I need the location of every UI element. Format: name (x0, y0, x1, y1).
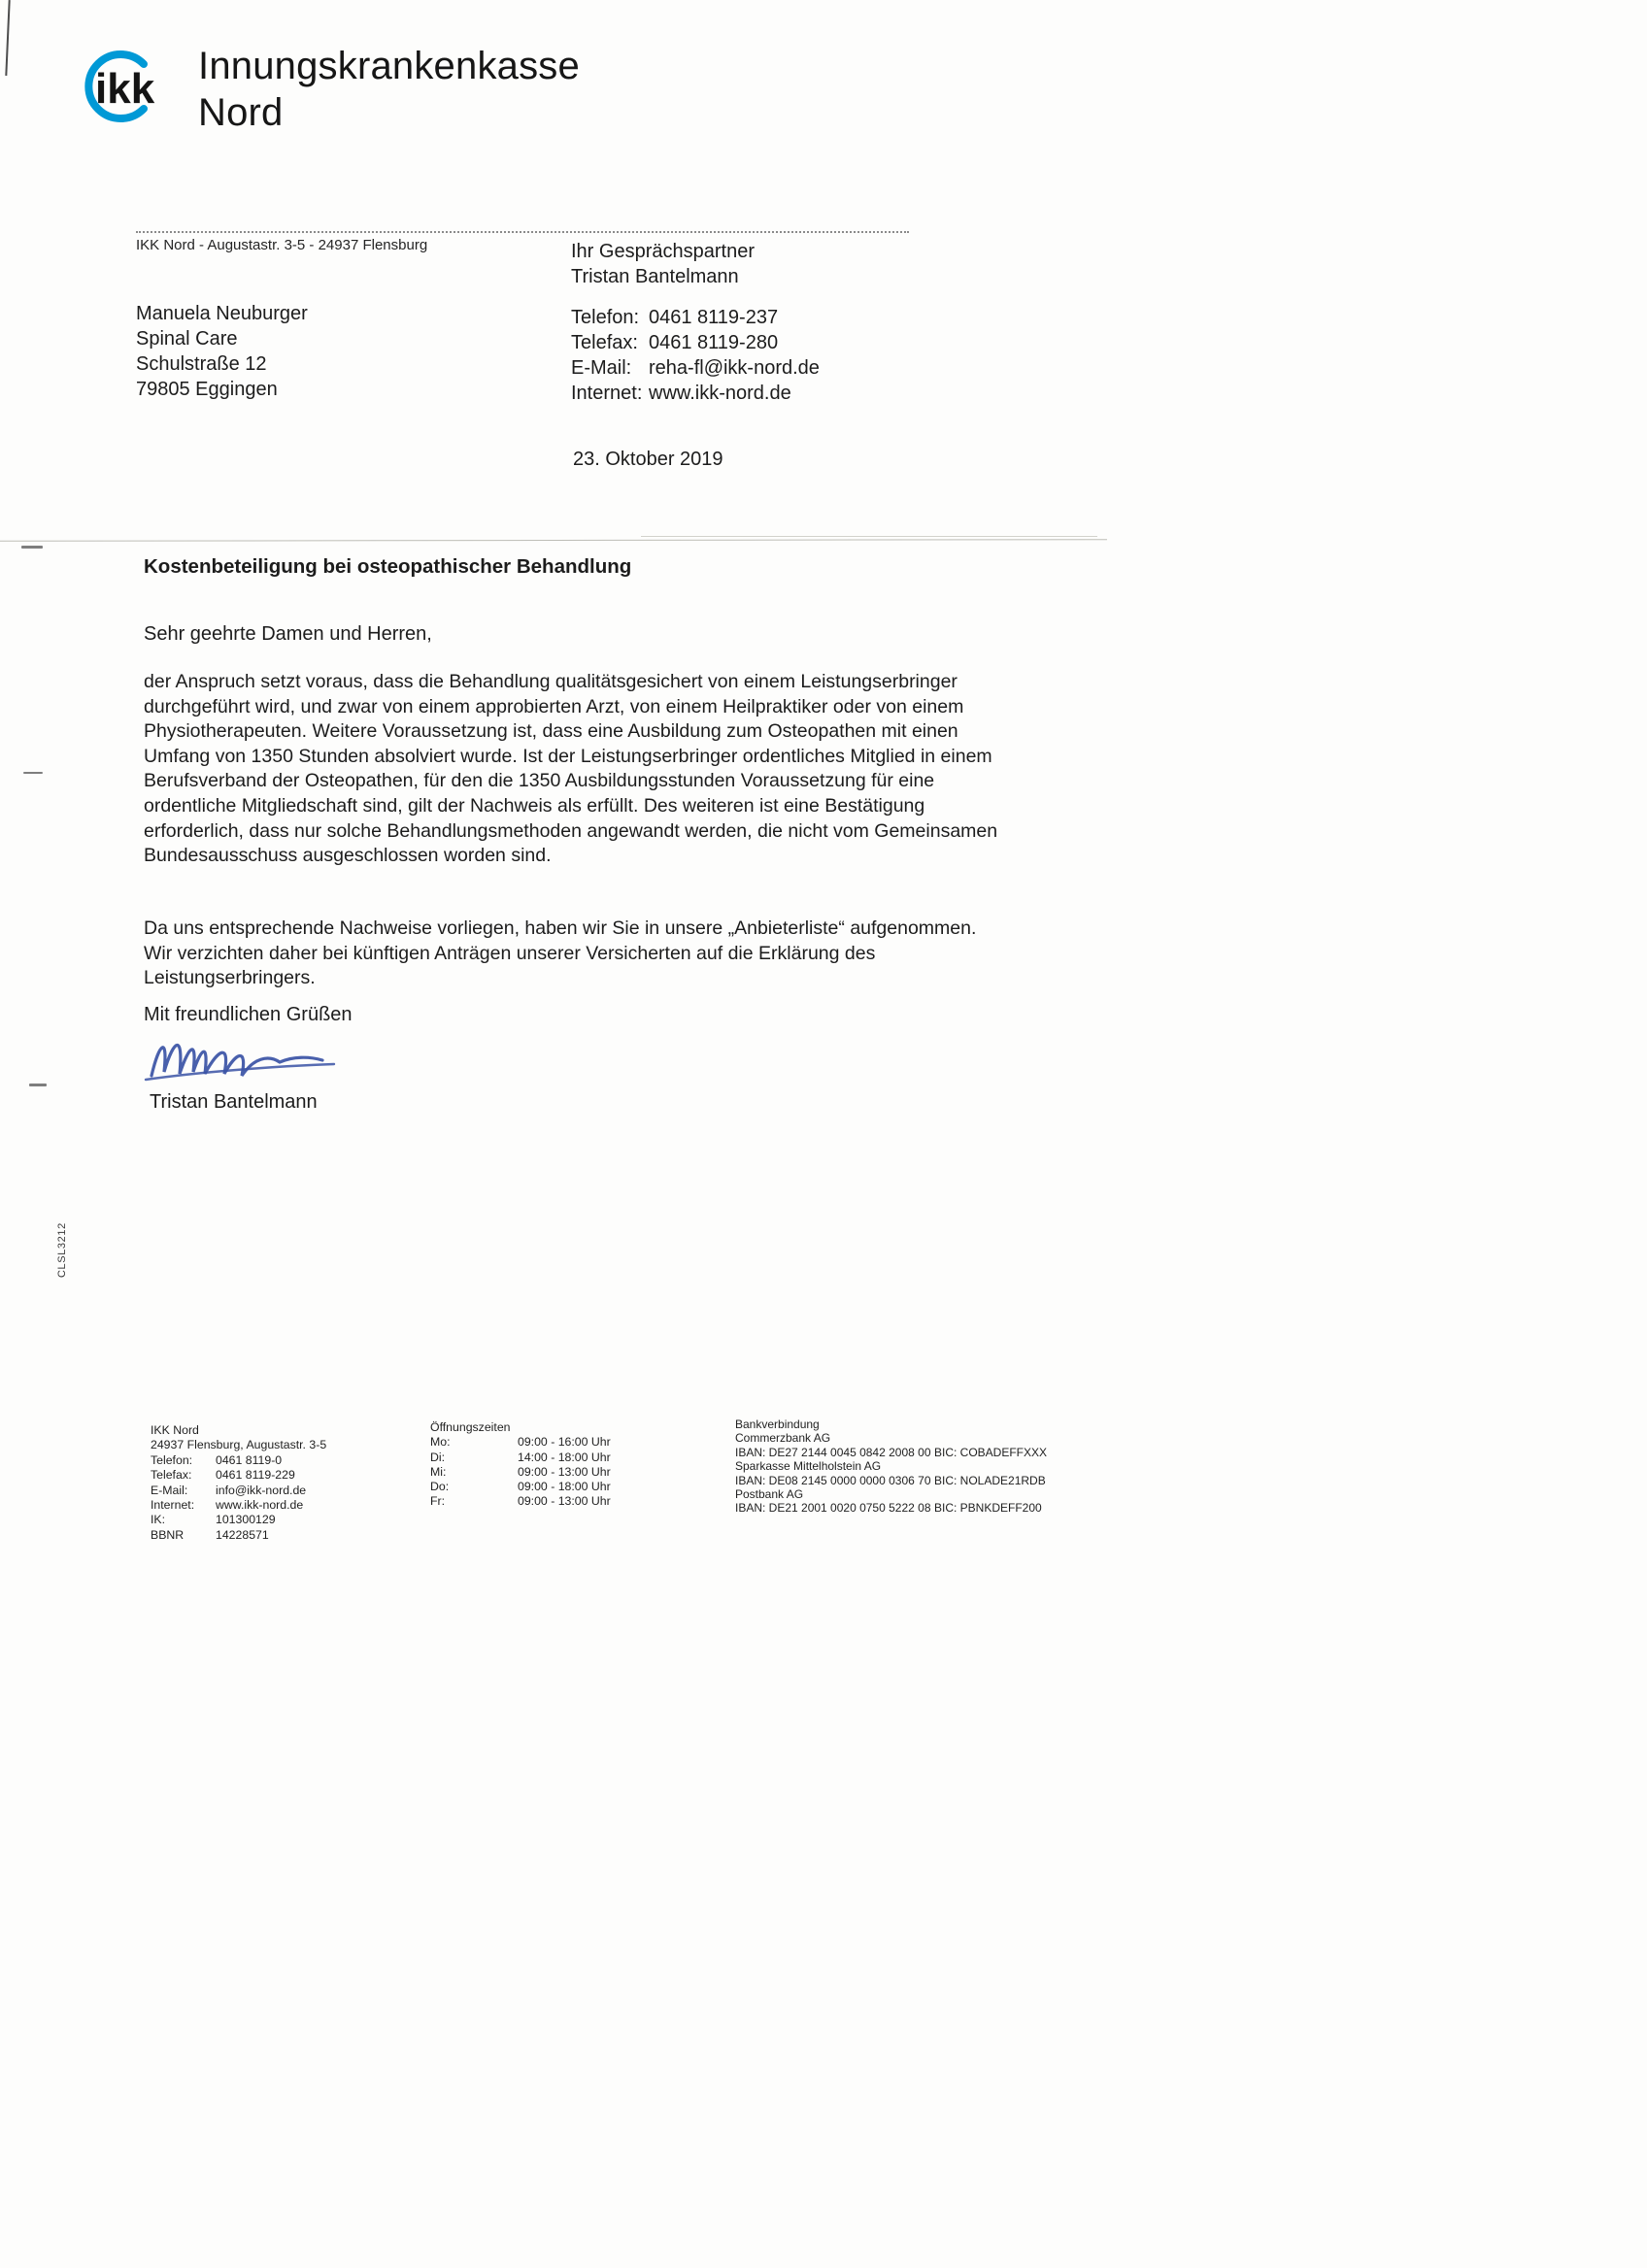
hours-row-mo (430, 1435, 611, 1450)
footer-label: IK: (151, 1513, 166, 1527)
body-paragraph-1: der Anspruch setzt voraus, dass die Behandlung qualitätsgesichert von einem Leistungserbringer durchgeführt wird, und zwar von einem approbierten Arzt, von einem Heilpraktiker oder von einem Physiotherapeuten. Weitere Voraussetzung ist, dass eine Ausbildung zum Osteopathen mit einen Umfang von 1350 Stunden absolviert wurde. Ist der Leistungserbringer ordentliches Mitglied in einem Berufsverband der Osteopathen, für den die 1350 Ausbildungsstunden Voraussetzung für eine ordentliche Mitgliedschaft sind, gilt der Nachweis als erfüllt. Des weiteren ist eine Bestätigung erforderlich, dass nur solche Behandlungsmethoden angewandt werden, die nicht vom Gemeinsamen Bundesausschuss ausgeschlossen worden sind. (144, 671, 998, 867)
bank-bic: BIC: NOLADE21RDB (934, 1473, 1046, 1487)
fold-line-artifact-2 (641, 536, 1097, 537)
footer-row-telefax (151, 1468, 326, 1483)
footer-label: E-Mail: (151, 1483, 188, 1497)
bank-name: Commerzbank AG (735, 1431, 831, 1446)
hours-time: 14:00 - 18:00 Uhr (518, 1450, 611, 1464)
letter-date: 23. Oktober 2019 (573, 449, 723, 470)
recipient-company: Spinal Care (136, 328, 238, 350)
footer-hours-block (430, 1420, 611, 1509)
org-name-line1: Innungskrankenkasse (198, 45, 580, 87)
footer-label: Telefax: (151, 1468, 192, 1483)
bank-iban: IBAN: DE27 2144 0045 0842 2008 00 (735, 1445, 931, 1459)
bank-bic: BIC: PBNKDEFF200 (934, 1501, 1042, 1516)
fold-mark (29, 1084, 47, 1086)
sender-reference-line: IKK Nord - Augustastr. 3-5 - 24937 Flensburg (136, 231, 909, 253)
recipient-name: Manuela Neuburger (136, 303, 308, 324)
hours-day: Mi: (430, 1464, 447, 1479)
form-code-vertical: CLSL3212 (56, 1222, 68, 1278)
hours-time: 09:00 - 13:00 Uhr (518, 1494, 611, 1509)
footer-label: BBNR (151, 1527, 185, 1542)
contact-details (571, 305, 820, 406)
footer-row-telefon (151, 1453, 326, 1468)
hours-day: Mo: (430, 1435, 451, 1450)
contact-row-email (571, 355, 820, 381)
contact-label: E-Mail: (571, 357, 632, 379)
hours-row-fr (430, 1494, 611, 1509)
logo-text: ikk (95, 65, 155, 113)
fold-mark (23, 772, 43, 774)
ikk-logo-icon (60, 47, 188, 144)
contact-block (571, 239, 820, 406)
contact-value: reha-fl@ikk-nord.de (649, 357, 820, 379)
subject-line: Kostenbeteiligung bei osteopathischer Behandlung (144, 555, 632, 578)
footer-row-bbnr (151, 1528, 326, 1543)
salutation: Sehr geehrte Damen und Herren, (144, 623, 432, 645)
handwritten-signature (142, 1027, 375, 1087)
letterhead (60, 43, 580, 144)
footer-value: info@ikk-nord.de (216, 1483, 307, 1497)
scan-edge-artifact (5, 0, 10, 76)
contact-value: 0461 8119-280 (649, 332, 779, 353)
contact-value: www.ikk-nord.de (649, 383, 791, 404)
bank-bic: BIC: COBADEFFXXX (934, 1445, 1048, 1459)
organization-name (198, 43, 580, 136)
contact-row-telefax (571, 330, 820, 355)
contact-value: 0461 8119-237 (649, 307, 779, 328)
contact-person-name: Tristan Bantelmann (571, 266, 739, 287)
contact-heading: Ihr Gesprächspartner (571, 241, 755, 262)
bank-iban-row (735, 1474, 1047, 1487)
footer-value: 101300129 (216, 1513, 276, 1527)
hours-time: 09:00 - 18:00 Uhr (518, 1480, 611, 1494)
hours-day: Do: (430, 1480, 450, 1494)
footer-company-name: IKK Nord (151, 1423, 199, 1437)
bank-iban-row (735, 1446, 1047, 1459)
contact-row-telefon (571, 305, 820, 330)
footer-value: 0461 8119-0 (216, 1452, 283, 1467)
footer-value: www.ikk-nord.de (216, 1498, 304, 1513)
signer-name: Tristan Bantelmann (150, 1091, 318, 1113)
footer-value: 14228571 (216, 1527, 269, 1542)
bank-iban-row (735, 1501, 1047, 1515)
hours-heading: Öffnungszeiten (430, 1420, 511, 1434)
footer-company-address: 24937 Flensburg, Augustastr. 3-5 (151, 1438, 327, 1452)
fold-mark (21, 546, 43, 549)
recipient-city: 79805 Eggingen (136, 379, 278, 400)
hours-row-mi (430, 1465, 611, 1480)
footer-bank-block (735, 1418, 1047, 1516)
fold-line-artifact (0, 539, 1107, 542)
closing-line: Mit freundlichen Grüßen (144, 1004, 353, 1025)
footer-label: Internet: (151, 1498, 195, 1513)
bank-iban: IBAN: DE21 2001 0020 0750 5222 08 (735, 1501, 931, 1516)
footer-value: 0461 8119-229 (216, 1468, 295, 1483)
hours-row-do (430, 1480, 611, 1494)
bank-heading: Bankverbindung (735, 1418, 820, 1431)
footer-row-internet (151, 1498, 326, 1513)
org-name-line2: Nord (198, 91, 284, 134)
hours-time: 09:00 - 13:00 Uhr (518, 1464, 611, 1479)
hours-time: 09:00 - 16:00 Uhr (518, 1435, 611, 1450)
contact-row-internet (571, 381, 820, 406)
hours-day: Di: (430, 1450, 446, 1464)
body-paragraph-2: Da uns entsprechende Nachweise vorliegen, haben wir Sie in unsere „Anbieterliste“ aufgenommen. Wir verzichten daher bei künftigen Anträgen unserer Versicherten auf die Erklärung des Leistungserbringers. (144, 917, 977, 989)
bank-name: Postbank AG (735, 1487, 804, 1502)
hours-row-di (430, 1451, 611, 1465)
recipient-street: Schulstraße 12 (136, 353, 267, 375)
footer-row-ik (151, 1513, 326, 1527)
contact-label: Telefon: (571, 307, 640, 328)
bank-iban: IBAN: DE08 2145 0000 0000 0306 70 (735, 1473, 931, 1487)
footer-company-block (151, 1423, 326, 1543)
contact-label: Telefax: (571, 332, 638, 353)
contact-label: Internet: (571, 383, 643, 404)
hours-day: Fr: (430, 1494, 446, 1509)
recipient-address (136, 301, 308, 402)
bank-name: Sparkasse Mittelholstein AG (735, 1459, 882, 1474)
footer-row-email (151, 1484, 326, 1498)
footer-label: Telefon: (151, 1452, 193, 1467)
